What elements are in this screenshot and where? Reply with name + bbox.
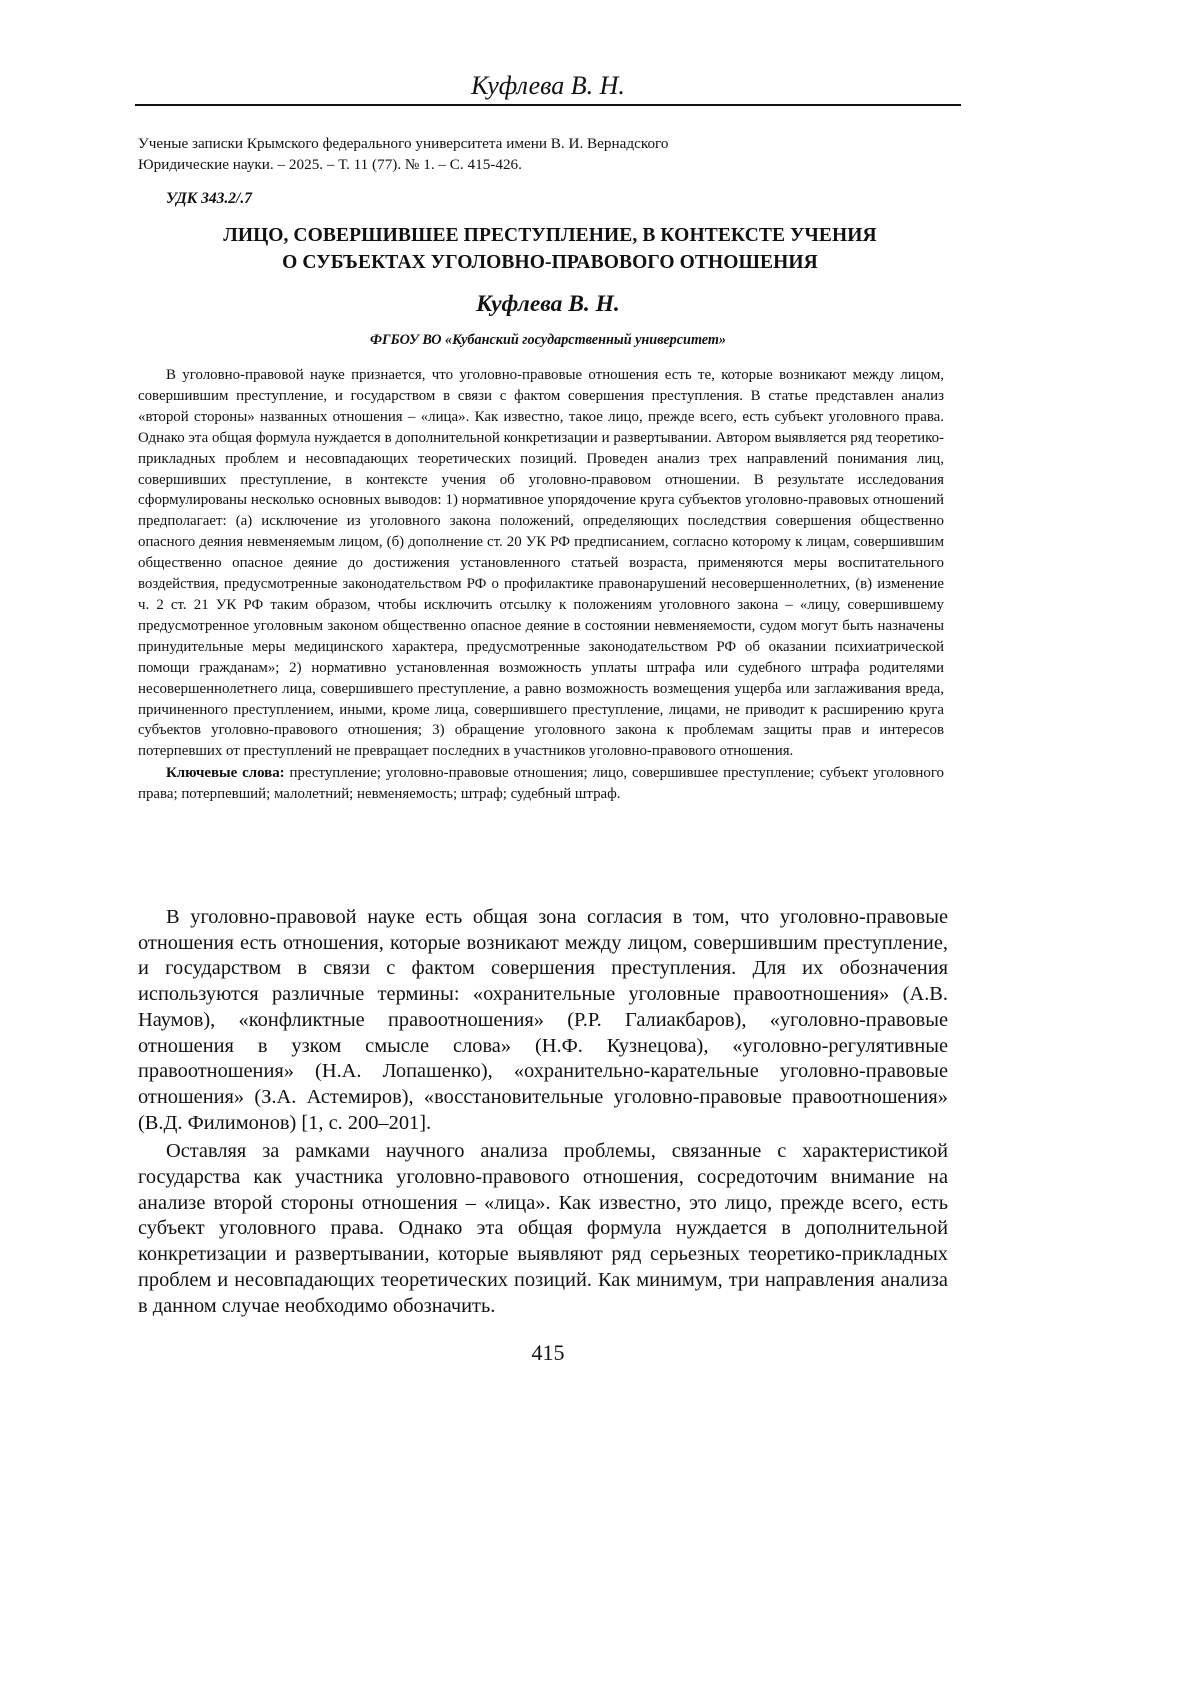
journal-citation-line-1: Ученые записки Крымского федерального университета имени В. И. Вернадского xyxy=(138,133,938,154)
abstract-text: В уголовно-правовой науке признается, что уголовно-правовые отношения есть те, которые возни­кают между лицом, совершившим преступление, и государством в связи с фактом совершения пре­ступления. В статье представлен анализ «второй стороны» названных отношения – «лица». Как из­вестно, такое лицо, прежде всего, есть субъект уголовного права. Однако эта общая формула нуждает­ся в дополнительной конкретизации и развертывании. Автором выявляется ряд теоретико-прикладных проблем и несовпадающих теоретических позиций. Проведен анализ трех направлений понимания лиц, совершивших преступление, в контексте учения об уголовно-правовом отношении. В результате исследования сформулированы несколько основных выводов: 1) нормативное упорядочение круга субъектов уголовно-правовых отношений предполагает: (а) исключение из уголовного закона положе­ний, определяющих последствия совершения общественно опасного деяния невменяемым лицом, (б) дополнение ст. 20 УК РФ предписанием, согласно которому к лицам, совершившим общественно опасное деяние до достижения установленного статьей возраста, применяются меры воспитательного воздействия, предусмотренные законодательством РФ о профилактике правонарушений несовершен­нолетних, (в) изменение ч. 2 ст. 21 УК РФ таким образом, чтобы исключить отсылку к положениям уголовного закона – «лицу, совершившему предусмотренное уголовным законом общественно опасное деяние в состоянии невменяемости, судом могут быть назначены принудительные меры медицинского характера, предусмотренные законодательством РФ об оказании психиатрической помощи гражда­нам»; 2) нормативно установленная возможность уплаты штрафа или судебного штрафа родителями несовершеннолетнего лица, совершившего преступление, а равно возможность возмещения ущерба или заглаживания вреда, причиненного преступлением, иными, кроме лица, совершившего преступле­ние, лицами, не приводит к расширению круга субъектов уголовно-правового отношения; 3) обращение уголовного закона к проблемам защиты прав и интересов потерпевших от преступлений не превращает последних в участников уголовно-правового отношения. xyxy=(138,365,944,762)
udk-code: УДК 343.2/.7 xyxy=(166,189,252,209)
journal-page xyxy=(0,0,1200,1697)
keywords-label: Ключевые слова: xyxy=(166,765,285,781)
header-rule xyxy=(135,104,961,106)
article-title-line-2: О СУБЪЕКТАХ УГОЛОВНО-ПРАВОВОГО ОТНОШЕНИЯ xyxy=(160,249,940,276)
body-paragraph-2: Оставляя за рамками научного анализа проблемы, связанные с характеристикой государства как участника уголовно-правового отношения, сосредоточим внимание на анализе второй стороны отношения – «лица». Как известно, это лицо, прежде всего, есть субъект уголовного права. Однако эта общая формула нуждается в до­полнительной конкретизации и развертывании, которые выявляют ряд серьезных теоретико-прикладных проблем и несовпадающих теоретических позиций. Как ми­нимум, три направления анализа в данном случае необходимо обозначить. xyxy=(138,1139,948,1319)
article-title-line-1: ЛИЦО, СОВЕРШИВШЕЕ ПРЕСТУПЛЕНИЕ, В КОНТЕКСТЕ УЧЕНИЯ xyxy=(160,222,940,249)
running-head: Куфлева В. Н. xyxy=(135,70,961,102)
keywords xyxy=(138,763,944,805)
body-paragraph-1: В уголовно-правовой науке есть общая зона согласия в том, что уголовно-правовые отношения есть отношения, которые возникают между лицом, совершив­шим преступление, и государством в связи с фактом совершения преступления. Для их обозначения используются различные термины: «охранительные уголовные пра­воотношения» (А.В. Наумов), «конфликтные правоотношения» (Р.Р. Галиакбаров), «уголовно-правовые отношения в узком смысле слова» (Н.Ф. Кузнецова), «уголов­но-регулятивные правоотношения» (Н.А. Лопашенко), «охранительно-карательные уголовно-правовые отношения» (З.А. Астемиров), «восстановительные уголовно-правовые правоотношения» (В.Д. Филимонов) [1, с. 200–201]. xyxy=(138,905,948,1136)
keywords-text: преступление; уголовно-правовые отношения; лицо, совершившее преступле­ние; субъект уголовного права; потерпевший; малолетний; невменяемость; штраф; судебный штраф. xyxy=(138,765,944,802)
author-affiliation: ФГБОУ ВО «Кубанский государственный университет» xyxy=(135,330,961,350)
journal-citation xyxy=(138,133,938,175)
journal-citation-line-2: Юридические науки. – 2025. – Т. 11 (77). № 1. – С. 415-426. xyxy=(138,154,938,175)
abstract xyxy=(138,365,944,805)
page-number: 415 xyxy=(135,1339,961,1367)
article-title xyxy=(160,222,940,276)
article-body xyxy=(138,905,948,1322)
author-name: Куфлева В. Н. xyxy=(135,289,961,319)
